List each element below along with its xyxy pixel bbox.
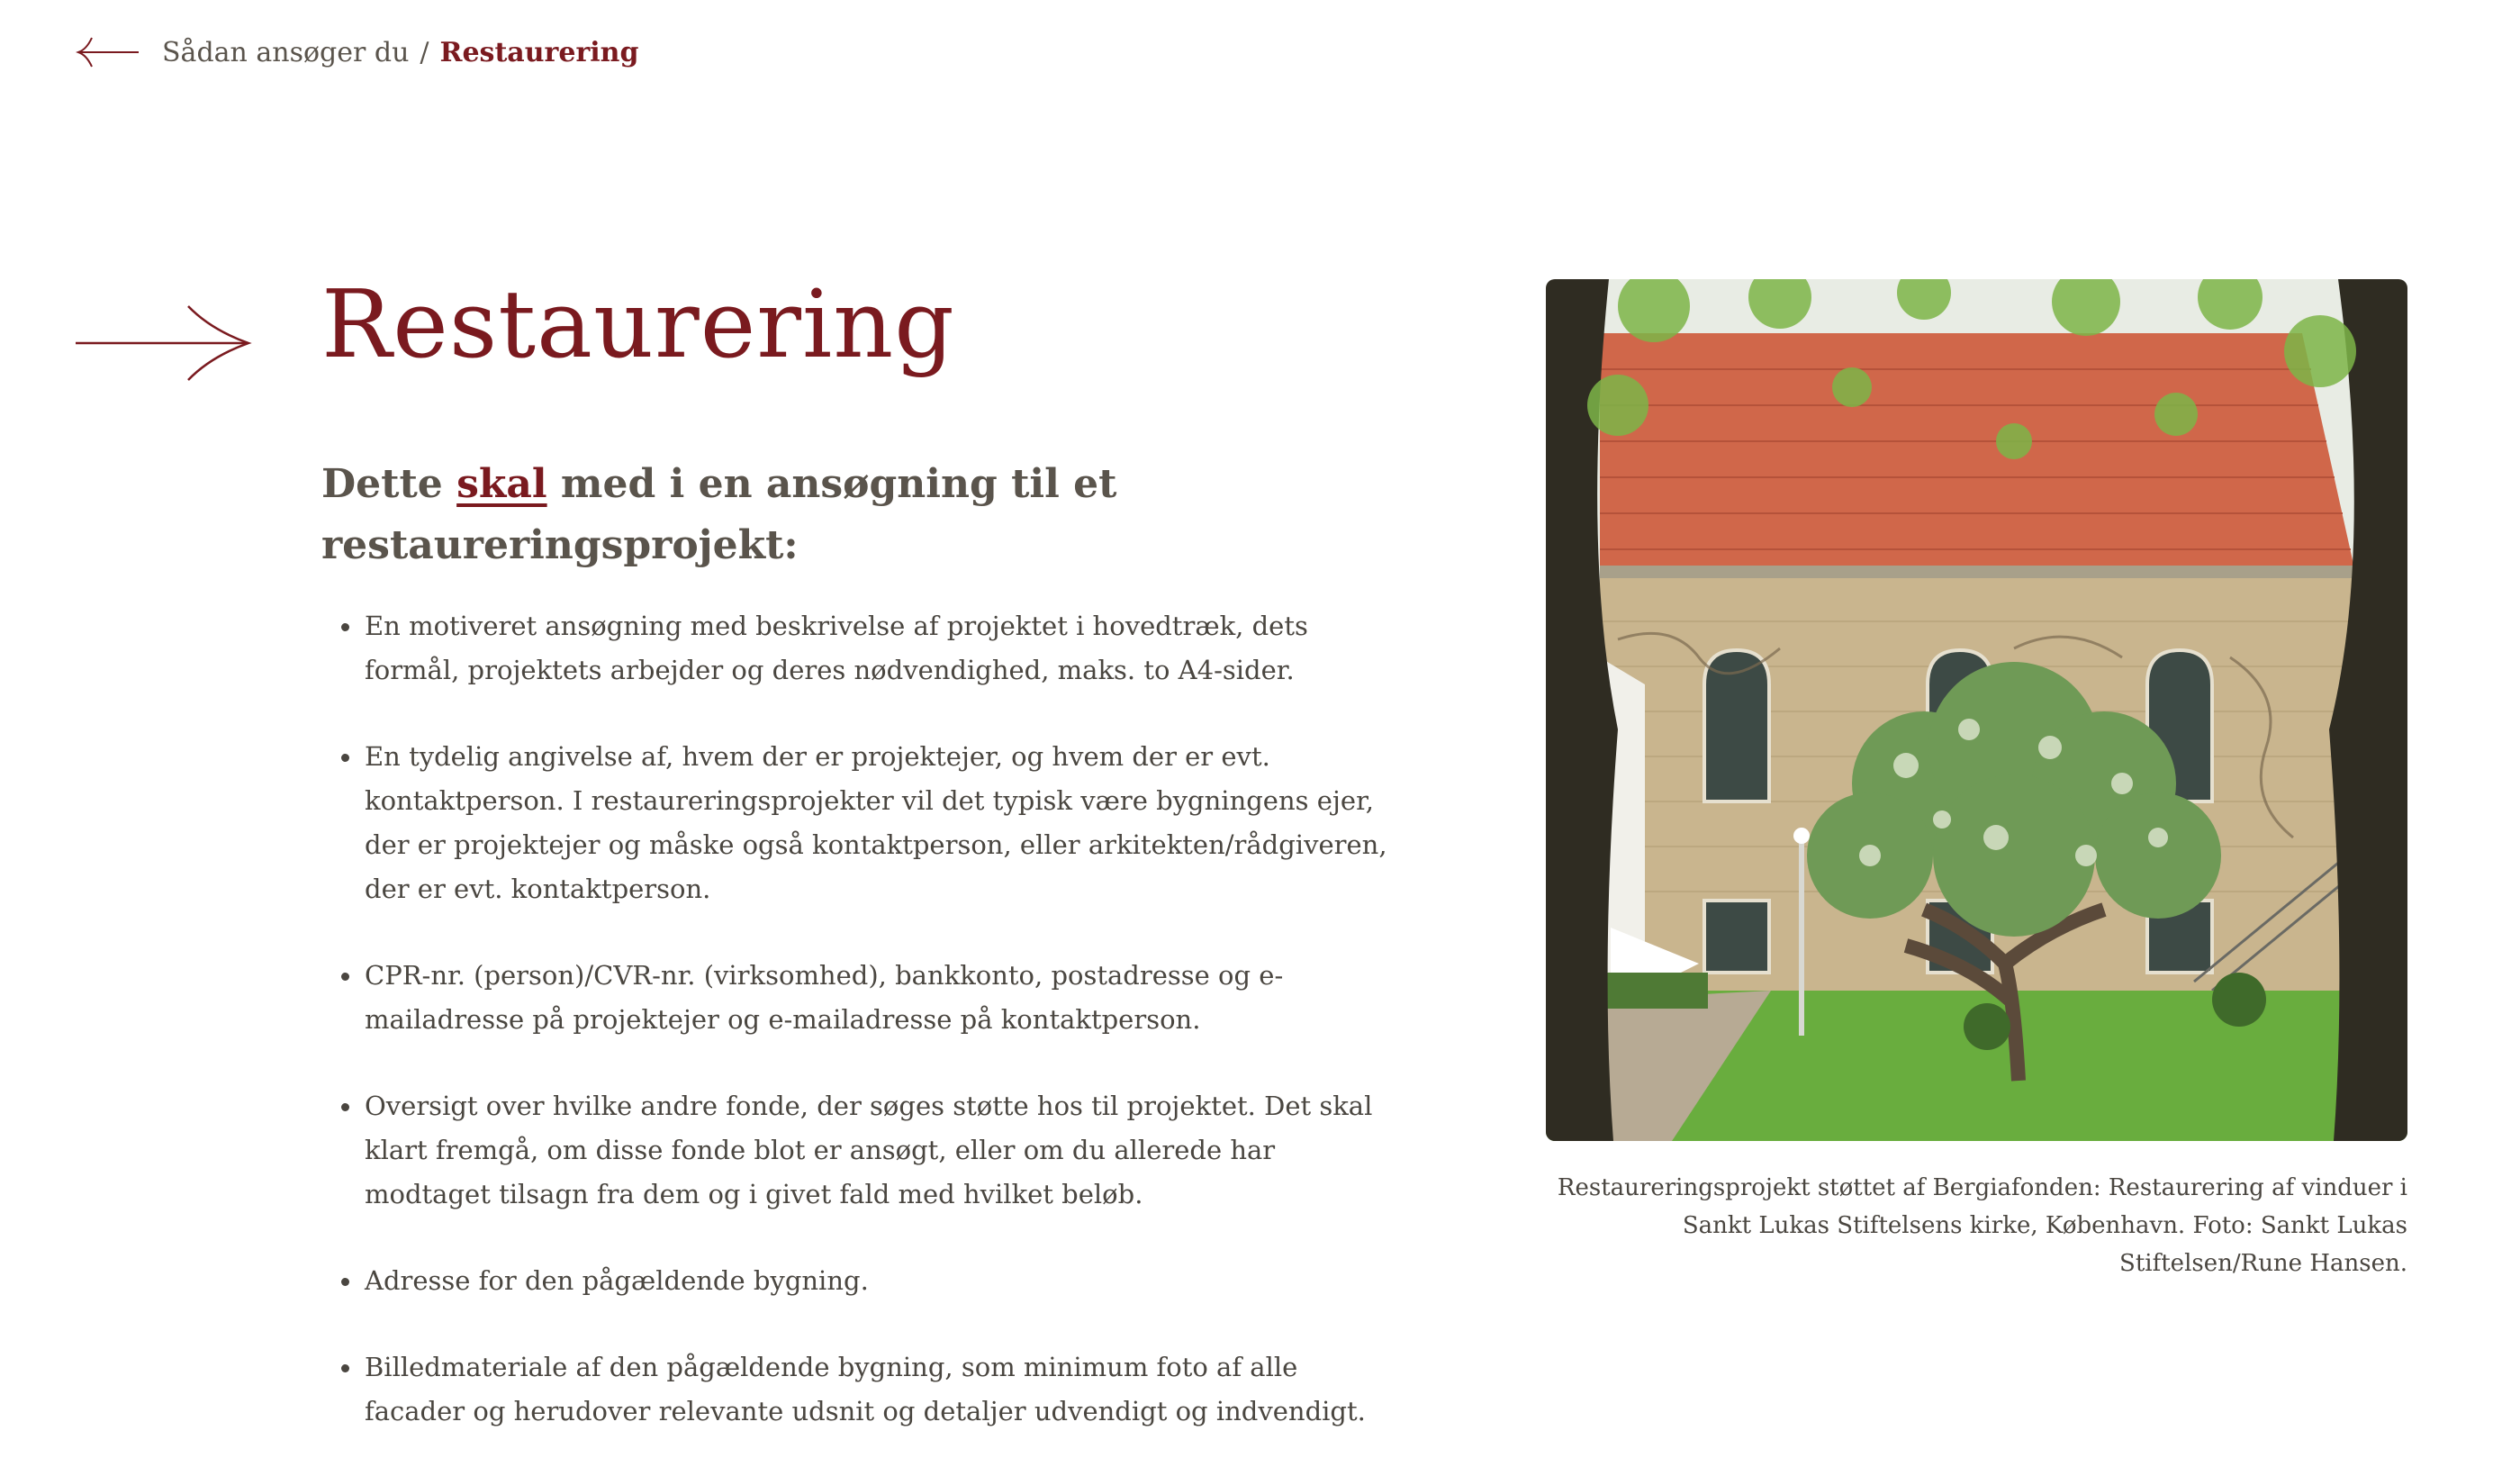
- subtitle-text-after: med i en ansøgning til et restaureringsprojekt:: [321, 461, 1117, 568]
- arrow-right-icon: [76, 303, 252, 384]
- section-subtitle: [321, 454, 1348, 576]
- list-item: Billedmateriale af den pågældende bygning, som minimum foto af alle facader og herudover relevante udsnit og detaljer udvendigt og indvendigt.: [321, 1345, 1402, 1434]
- breadcrumb-separator: /: [420, 36, 429, 68]
- arrow-left-icon: [76, 34, 140, 70]
- list-item: CPR-nr. (person)/CVR-nr. (virksomhed), bankkonto, postadresse og e-mailadresse på projektejer og e-mailadresse på kontaktperson.: [321, 954, 1402, 1042]
- list-item: En motiveret ansøgning med beskrivelse af projektet i hovedtræk, dets formål, projektets arbejder og deres nødvendighed, maks. to A4-sider.: [321, 604, 1402, 693]
- breadcrumb-parent-link[interactable]: Sådan ansøger du: [162, 36, 410, 68]
- back-button[interactable]: [76, 34, 140, 70]
- church-photo: [1546, 279, 2407, 1141]
- subtitle-link-skal[interactable]: skal: [456, 461, 547, 507]
- list-item: Adresse for den pågældende bygning.: [321, 1259, 1402, 1303]
- list-item: En tydelig angivelse af, hvem der er projektejer, og hvem der er evt. kontaktperson. I restaureringsprojekter vil det typisk være bygningens ejer, der er projektejer og måske også kontaktperson, eller arkitekten/rådgiveren, der er evt. kontaktperson.: [321, 735, 1402, 911]
- subtitle-text-before: Dette: [321, 461, 457, 507]
- photo-caption: Restaureringsprojekt støttet af Bergiafonden: Restaurering af vinduer i Sankt Lukas Stiftelsens kirke, København. Foto: Sankt Lukas Stiftelsen/Rune Hansen.: [1557, 1174, 2407, 1277]
- breadcrumb: [76, 32, 638, 72]
- breadcrumb-current: Restaurering: [439, 36, 639, 68]
- list-item: Oversigt over hvilke andre fonde, der søges støtte hos til projektet. Det skal klart fremgå, om disse fonde blot er ansøgt, eller om du allerede har modtaget tilsagn fra dem og i givet fald med hvilket beløb.: [321, 1084, 1402, 1217]
- requirements-list: [321, 604, 1402, 1476]
- page-title: Restaurering: [321, 269, 955, 379]
